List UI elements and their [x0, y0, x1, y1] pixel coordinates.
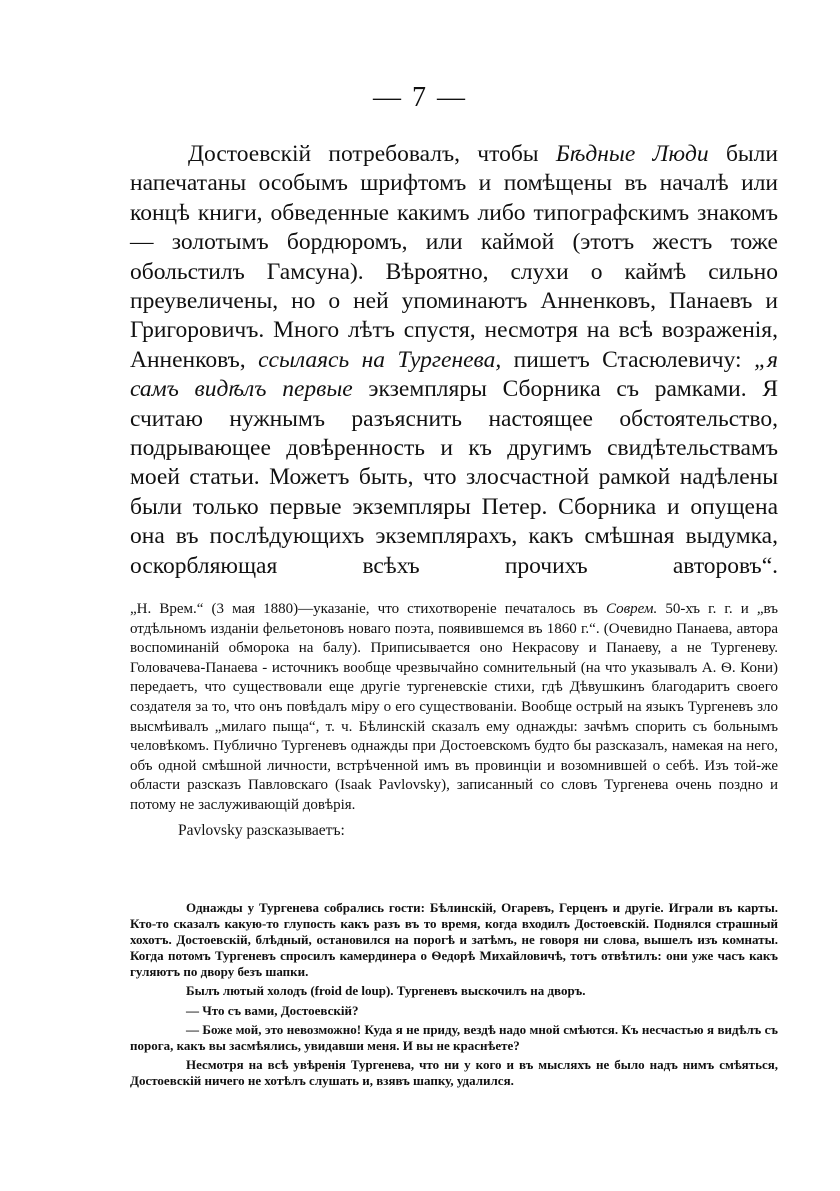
footnote-text: 50-хъ г. г. и „въ отдѣльномъ изданіи фельетоновъ новаго поэта, появившемся въ 1860 г.“. (Очевидно Панаева, автора воспоминаній обморока на балу). Приписывается оно Некрасову и Панаеву, а не Тургеневу. Головачева-Панаева - источникъ вообще чрезвычайно сомнительный (на что указывалъ А. Ѳ. Кони) передаетъ, что существовали еще другіе тургеневскіе стихи, гдѣ Дѣвушкинъ благодаритъ своего создателя за то, что онъ повѣдалъ міру о его существованіи. Вообще острый на языкъ Тургеневъ зло высмѣивалъ „милаго пыща“, т. ч. Бѣлинскій сказалъ ему однажды: зачѣмъ спорить съ больнымъ человѣкомъ. Публично Тургеневъ однажды при Достоевскомъ будто бы разсказалъ, намекая на него, объ одной смѣшной личности, встрѣченной имъ въ провинціи и возомнившей о себѣ. Изъ той-же области разсказъ Павловскаго (Isaak Pavlovsky), записанный со словъ Тургенева очень поздно и потому не заслуживающій довѣрія. [130, 601, 778, 813]
page-number: — 7 — [373, 82, 467, 113]
italic-phrase: ссылаясь на Тургенева, [258, 346, 502, 373]
quote-block [130, 900, 778, 1089]
journal-abbrev: Соврем. [605, 601, 658, 617]
footnote [130, 600, 778, 842]
main-text-part: Достоевскій потребовалъ, чтобы [188, 141, 556, 167]
quote-paragraph: Однажды у Тургенева собрались гости: Бѣлинскій, Огаревъ, Герценъ и другіе. Играли въ карты. Кто-то сказалъ какую-то глупость какъ разъ въ то время, когда входилъ Достоевскій. Поднялся страшный хохотъ. Достоевскій, блѣдный, остановился на порогѣ и затѣмъ, не говоря ни слова, вышелъ изъ комнаты. Когда потомъ Тургеневъ спросилъ камердинера о Ѳедорѣ Михайловичѣ, тотъ отвѣтилъ: они уже часъ какъ гуляютъ по двору безъ шапки. [130, 900, 778, 980]
main-text-part: экземпляры Сборника съ рамками. Я считаю нужнымъ разъяснить настоящее обстоятельство, подрывающее довѣренность и къ другимъ свидѣтельствамъ моей статьи. Можетъ быть, что злосчастной рамкой надѣлены были только первые экземпляры Петер. Сборника и опущена она въ послѣдующихъ экземплярахъ, какъ смѣшная выдумка, оскорбляющая всѣхъ прочихъ авторовъ“. [130, 376, 778, 579]
main-text-part: пишетъ Стасюлевичу: [501, 346, 754, 373]
quote-paragraph: Несмотря на всѣ увѣренія Тургенева, что ни у кого и въ мысляхъ не было надъ нимъ смѣяться, Достоевскій ничего не хотѣлъ слушать и, взявъ шапку, удалился. [130, 1056, 778, 1088]
quote-paragraph: — Что съ вами, Достоевскій? [186, 1002, 359, 1018]
footnote-text: „Н. Врем.“ (3 мая 1880)—указаніе, что стихотвореніе печаталось въ [130, 601, 606, 617]
book-title: Бѣдные Люди [555, 141, 709, 167]
italic-quote: „я самъ видѣлъ первые [130, 346, 778, 403]
footnote-paragraph [130, 600, 778, 816]
quote-lead: Pavlovsky разсказываетъ: [178, 821, 345, 839]
quote-paragraph: — Боже мой, это невозможно! Куда я не приду, вездѣ надо мной смѣются. Къ несчастью я видѣлъ съ порога, какъ вы засмѣялись, увидавши меня. И вы не краснѣете? [130, 1021, 778, 1053]
main-text [130, 140, 778, 611]
quote-paragraph: Былъ лютый холодъ (froid de loup). Тургеневъ выскочилъ на дворъ. [186, 983, 586, 999]
main-paragraph [130, 140, 778, 611]
main-text-part: были напечатаны особымъ шрифтомъ и помѣщены въ началѣ или концѣ книги, обведенные какимъ либо типографскимъ знакомъ — золотымъ бордюромъ, или каймой (этотъ жестъ тоже обольстилъ Гамсуна). Вѣроятно, слухи о каймѣ сильно преувеличены, но о ней упоминаютъ Анненковъ, Панаевъ и Григоровичъ. Много лѣтъ спустя, несмотря на всѣ возраженія, Анненковъ, [130, 141, 778, 373]
